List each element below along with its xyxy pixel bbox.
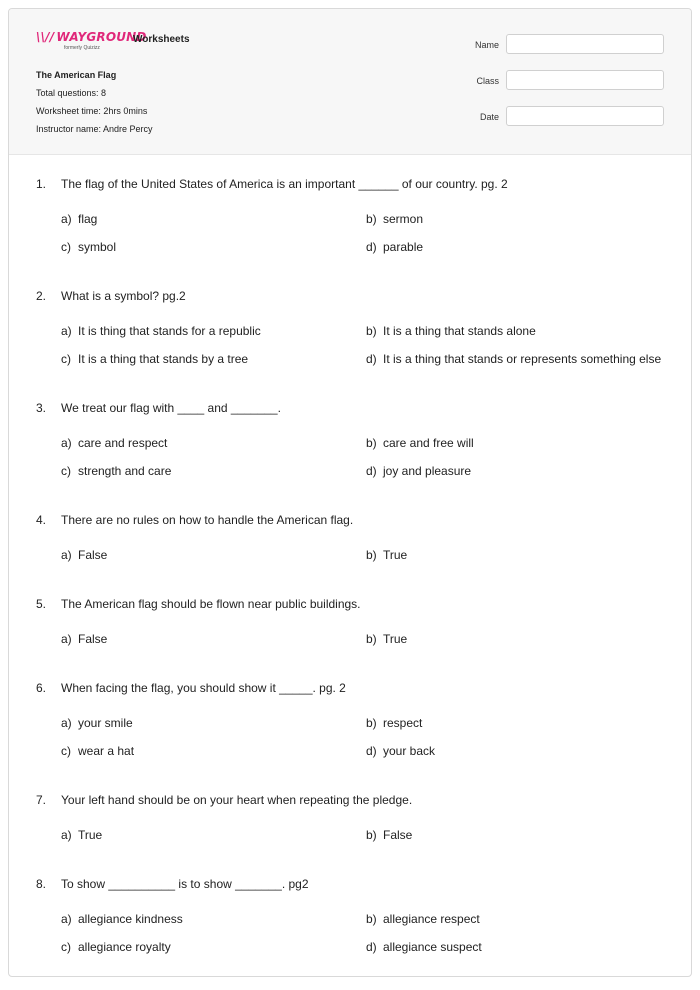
- option-text: True: [383, 548, 408, 562]
- name-label: Name: [474, 40, 499, 50]
- logo-subtext: formerly Quizizz: [64, 45, 100, 51]
- option-d: [366, 744, 435, 758]
- option-a: [61, 436, 167, 450]
- total-questions: Total questions: 8: [36, 88, 107, 98]
- name-field[interactable]: [506, 34, 664, 54]
- worksheet-page: [8, 8, 692, 977]
- option-a: [61, 716, 133, 730]
- option-text: allegiance royalty: [78, 940, 171, 954]
- question-text: There are no rules on how to handle the American flag.: [61, 513, 354, 527]
- instructor-name: Instructor name: Andre Percy: [36, 124, 153, 134]
- option-a: [61, 548, 107, 562]
- option-letter: a): [61, 324, 72, 338]
- option-text: It is a thing that stands by a tree: [78, 352, 249, 366]
- option-text: True: [78, 828, 103, 842]
- option-text: symbol: [78, 240, 117, 254]
- option-text: allegiance suspect: [383, 940, 482, 954]
- worksheet-time: Worksheet time: 2hrs 0mins: [36, 106, 148, 116]
- question-number: 5.: [36, 597, 47, 611]
- option-letter: c): [61, 240, 71, 254]
- option-c: [61, 352, 248, 366]
- option-a: [61, 632, 107, 646]
- option-letter: d): [366, 240, 377, 254]
- option-letter: a): [61, 716, 72, 730]
- logo-text: WAYGROUND: [56, 30, 147, 44]
- question-text: To show __________ is to show _______. pg2: [61, 877, 309, 891]
- question-number: 2.: [36, 289, 47, 303]
- option-text: respect: [383, 716, 423, 730]
- option-letter: b): [366, 436, 377, 450]
- option-c: [61, 940, 171, 954]
- option-letter: a): [61, 632, 72, 646]
- option-text: True: [383, 632, 408, 646]
- option-letter: b): [366, 324, 377, 338]
- option-letter: c): [61, 352, 71, 366]
- question-number: 7.: [36, 793, 47, 807]
- question-text: We treat our flag with ____ and _______.: [61, 401, 281, 415]
- question-text: Your left hand should be on your heart when repeating the pledge.: [61, 793, 413, 807]
- option-letter: a): [61, 548, 72, 562]
- option-text: parable: [383, 240, 424, 254]
- option-c: [61, 240, 116, 254]
- option-b: [366, 632, 407, 646]
- option-text: flag: [78, 212, 98, 226]
- question-text: The American flag should be flown near public buildings.: [61, 597, 361, 611]
- option-letter: a): [61, 212, 72, 226]
- option-a: [61, 912, 183, 926]
- question-text: What is a symbol? pg.2: [61, 289, 186, 303]
- question-number: 3.: [36, 401, 47, 415]
- option-d: [366, 352, 661, 366]
- option-a: [61, 828, 102, 842]
- class-label: Class: [476, 76, 499, 86]
- option-text: False: [383, 828, 413, 842]
- option-text: your back: [383, 744, 436, 758]
- option-text: It is thing that stands for a republic: [78, 324, 261, 338]
- option-b: [366, 716, 422, 730]
- option-a: [61, 212, 97, 226]
- option-letter: d): [366, 352, 377, 366]
- option-letter: b): [366, 828, 377, 842]
- question-text: When facing the flag, you should show it _____. pg. 2: [61, 681, 346, 695]
- worksheet-header: [9, 9, 691, 155]
- option-letter: c): [61, 744, 71, 758]
- question-number: 4.: [36, 513, 47, 527]
- option-d: [366, 940, 482, 954]
- option-letter: d): [366, 464, 377, 478]
- option-d: [366, 240, 423, 254]
- option-letter: b): [366, 548, 377, 562]
- option-letter: d): [366, 940, 377, 954]
- option-text: joy and pleasure: [383, 464, 472, 478]
- option-text: care and respect: [78, 436, 168, 450]
- option-letter: a): [61, 912, 72, 926]
- option-text: your smile: [78, 716, 133, 730]
- worksheet-meta: [36, 66, 153, 138]
- option-letter: c): [61, 464, 71, 478]
- question-number: 1.: [36, 177, 47, 191]
- option-text: allegiance kindness: [78, 912, 183, 926]
- brand-logo: [36, 31, 147, 51]
- option-text: allegiance respect: [383, 912, 480, 926]
- option-text: False: [78, 632, 108, 646]
- option-letter: b): [366, 716, 377, 730]
- option-letter: d): [366, 744, 377, 758]
- option-text: care and free will: [383, 436, 474, 450]
- date-label: Date: [479, 112, 499, 122]
- option-b: [366, 912, 480, 926]
- option-text: False: [78, 548, 108, 562]
- option-letter: a): [61, 436, 72, 450]
- option-b: [366, 324, 536, 338]
- option-letter: b): [366, 912, 377, 926]
- question-number: 8.: [36, 877, 47, 891]
- option-c: [61, 464, 171, 478]
- question-text: The flag of the United States of America is an important ______ of our country. pg. 2: [61, 177, 508, 191]
- option-text: wear a hat: [78, 744, 135, 758]
- section-title: Worksheets: [133, 34, 190, 45]
- option-text: It is a thing that stands alone: [383, 324, 536, 338]
- option-letter: c): [61, 940, 71, 954]
- option-letter: b): [366, 212, 377, 226]
- option-c: [61, 744, 134, 758]
- logo-wordmark: [36, 31, 147, 43]
- option-letter: a): [61, 828, 72, 842]
- option-a: [61, 324, 261, 338]
- option-b: [366, 828, 412, 842]
- option-b: [366, 212, 423, 226]
- option-text: It is a thing that stands or represents something else: [383, 352, 662, 366]
- option-letter: b): [366, 632, 377, 646]
- option-text: strength and care: [78, 464, 172, 478]
- question-number: 6.: [36, 681, 47, 695]
- option-text: sermon: [383, 212, 424, 226]
- class-field[interactable]: [506, 70, 664, 90]
- logo-mark-icon: \\//: [36, 30, 55, 44]
- option-b: [366, 436, 474, 450]
- date-field[interactable]: [506, 106, 664, 126]
- option-d: [366, 464, 471, 478]
- worksheet-title: The American Flag: [36, 70, 117, 80]
- option-b: [366, 548, 407, 562]
